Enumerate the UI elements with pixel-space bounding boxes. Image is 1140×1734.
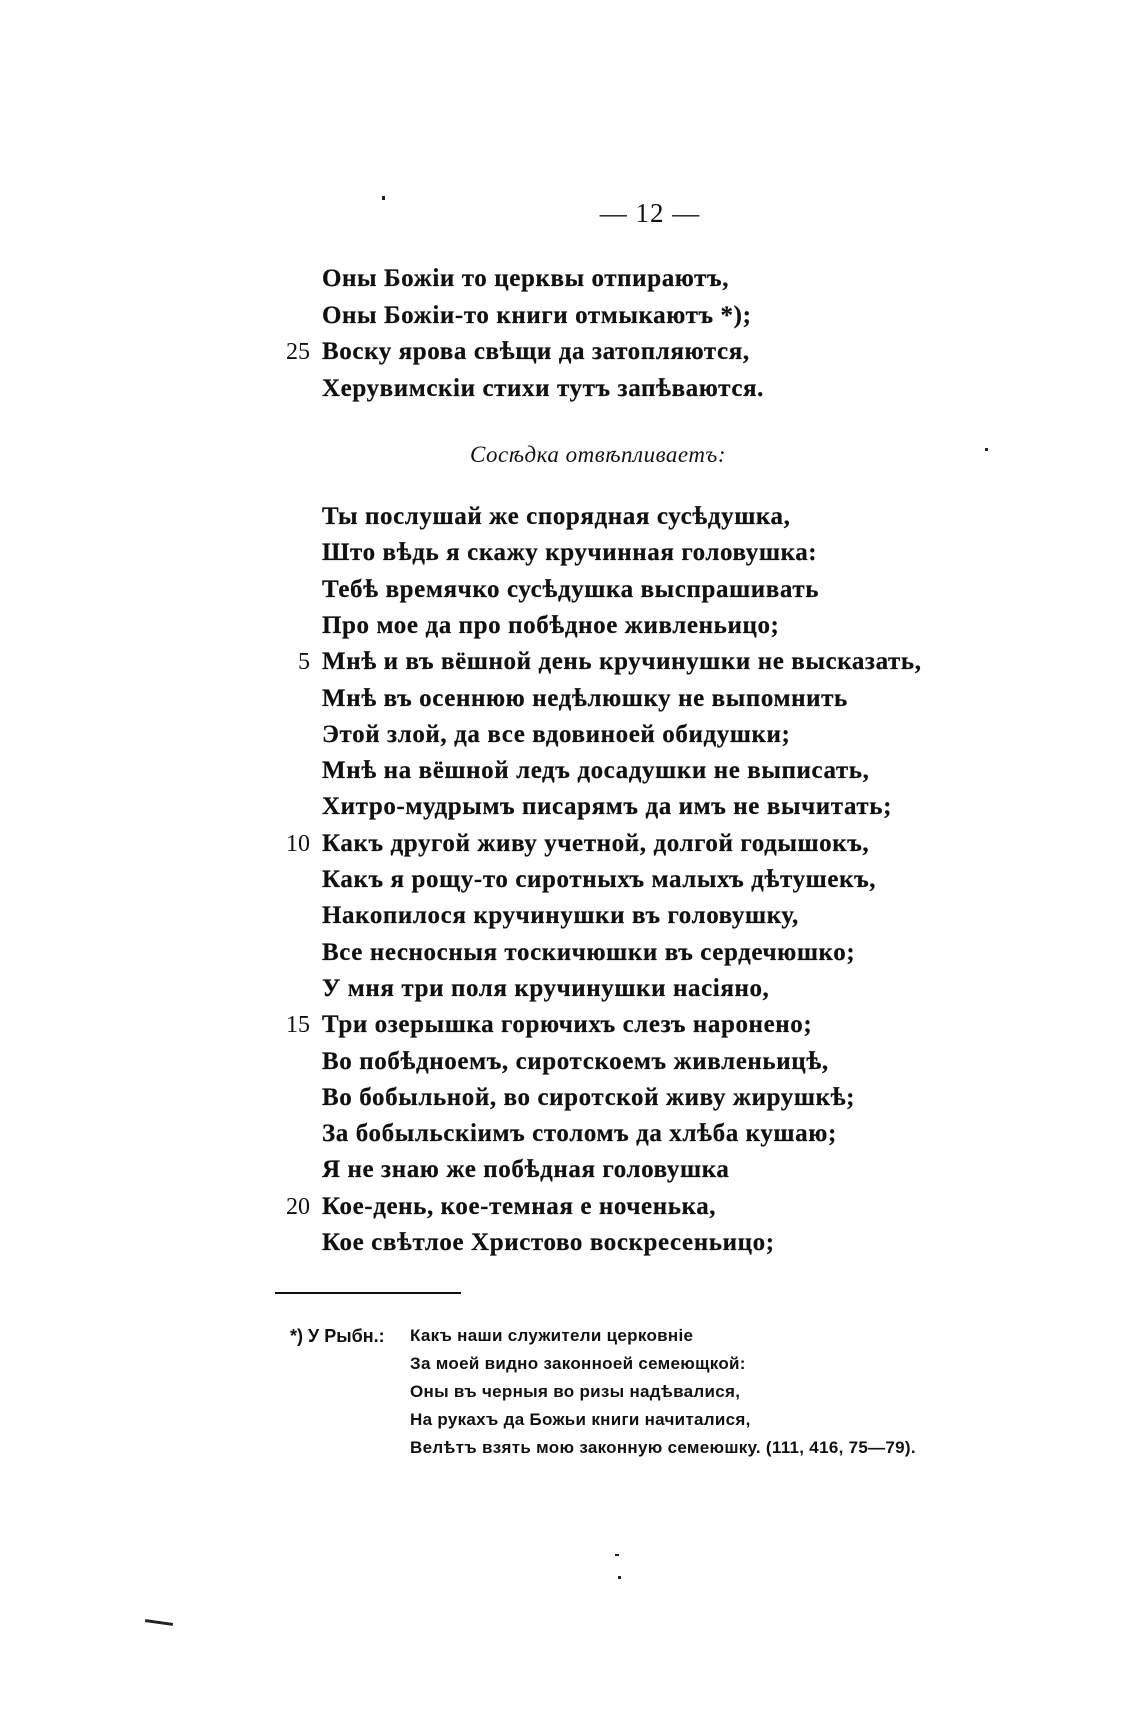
verse-line (0, 1081, 1140, 1115)
verse-line (0, 299, 1140, 333)
footnote-marker: *) У Рыбн.: (290, 1326, 385, 1346)
verse-line (0, 1226, 1140, 1260)
verse-text: Херувимскіи стихи тутъ запѣваются. (322, 374, 765, 402)
verse-line (0, 500, 1140, 534)
verse-line (0, 1153, 1140, 1187)
footnote-line: Какъ наши служители церковніе (410, 1326, 694, 1345)
section-heading: Сосѣдка отвѣпливаетъ: (470, 442, 727, 467)
verse-text: Накопилося кручинушки въ головушку, (322, 902, 799, 930)
verse-text: Хитро-мудрымъ писарямъ да имъ не вычитать; (322, 793, 893, 821)
verse-line (0, 1117, 1140, 1151)
print-speck (615, 1554, 619, 1556)
line-number: 15 (286, 1012, 310, 1039)
verse-text: Какъ я рощу-то сиротныхъ малыхъ дѣтушекъ, (322, 866, 877, 893)
footnote-line: За моей видно законноей семеющкой: (410, 1354, 746, 1373)
print-speck (382, 196, 385, 200)
verse-text: За бобыльскіимъ столомъ да хлѣба кушаю; (322, 1120, 837, 1148)
verse-line (0, 682, 1140, 716)
verse-text: Оны Божіи-то книги отмыкаютъ *); (322, 301, 752, 329)
verse-text: Какъ другой живу учетной, долгой годышокъ, (322, 829, 870, 857)
verse-line (0, 609, 1140, 643)
verse-line (0, 718, 1140, 752)
verse-line (0, 1190, 1140, 1224)
verse-text: Во бобыльной, во сиротской живу жирушкѣ; (322, 1083, 856, 1111)
verse-line (0, 536, 1140, 570)
verse-text: Воску ярова свѣщи да затопляются, (322, 338, 750, 365)
verse-text: Во побѣдноемъ, сиротскоемъ живленьицѣ, (322, 1047, 829, 1075)
verse-text: Ты послушай же спорядная сусѣдушка, (322, 503, 791, 530)
verse-text: Мнѣ и въ вёшной день кручинушки не высказать, (322, 648, 922, 676)
verse-text: Тебѣ времячко сусѣдушка выспрашивать (322, 575, 820, 603)
verse-line (0, 827, 1140, 861)
verse-line (0, 754, 1140, 788)
line-number: 25 (286, 339, 310, 365)
line-number: 10 (286, 830, 310, 857)
verse-line (0, 1008, 1140, 1042)
verse-text: Все несносныя тоскичюшки въ сердечюшко; (322, 938, 856, 966)
verse-text: Мнѣ на вёшной ледъ досадушки не выписать, (322, 757, 870, 785)
print-speck (618, 1576, 621, 1579)
line-number: 20 (286, 1193, 310, 1220)
line-number: 5 (298, 649, 310, 676)
verse-line (0, 936, 1140, 970)
verse-text: Мнѣ въ осеннюю недѣлюшку не выпомнить (322, 684, 848, 712)
footnote-line: Велѣтъ взять мою законную семеюшку. (111, 416, 75—79). (410, 1438, 916, 1457)
verse-text: Про мое да про побѣдное живленьицо; (322, 611, 780, 639)
verse-line (0, 335, 1140, 369)
footnote-line: На рукахъ да Божьи книги начиталися, (410, 1410, 751, 1429)
verse-text: У мня три поля кручинушки насіяно, (322, 974, 770, 1002)
verse-text: Оны Божіи то церквы отпираютъ, (322, 265, 730, 292)
footnote-rule (275, 1292, 461, 1294)
verse-line (0, 972, 1140, 1006)
verse-line (0, 790, 1140, 824)
verse-line (0, 899, 1140, 933)
print-speck (145, 1619, 173, 1626)
verse-line (0, 1045, 1140, 1079)
verse-line (0, 573, 1140, 607)
verse-line (0, 645, 1140, 679)
verse-text: Я не знаю же побѣдная головушка (322, 1156, 730, 1184)
verse-line (0, 372, 1140, 406)
print-speck (985, 448, 988, 451)
verse-text: Кое-день, кое-темная е ноченька, (322, 1192, 717, 1220)
verse-line (0, 262, 1140, 296)
verse-text: Этой злой, да все вдовиноей обидушки; (322, 720, 791, 748)
verse-text: Што вѣдь я скажу кручинная головушка: (322, 539, 818, 567)
verse-line (0, 863, 1140, 897)
footnote-line: Оны въ черныя во ризы надѣвалися, (410, 1382, 741, 1401)
verse-text: Кое свѣтлое Христово воскресеньицо; (322, 1229, 775, 1256)
page-number: — 12 — (599, 198, 701, 228)
verse-text: Три озерышка горючихъ слезъ наронено; (322, 1011, 813, 1039)
